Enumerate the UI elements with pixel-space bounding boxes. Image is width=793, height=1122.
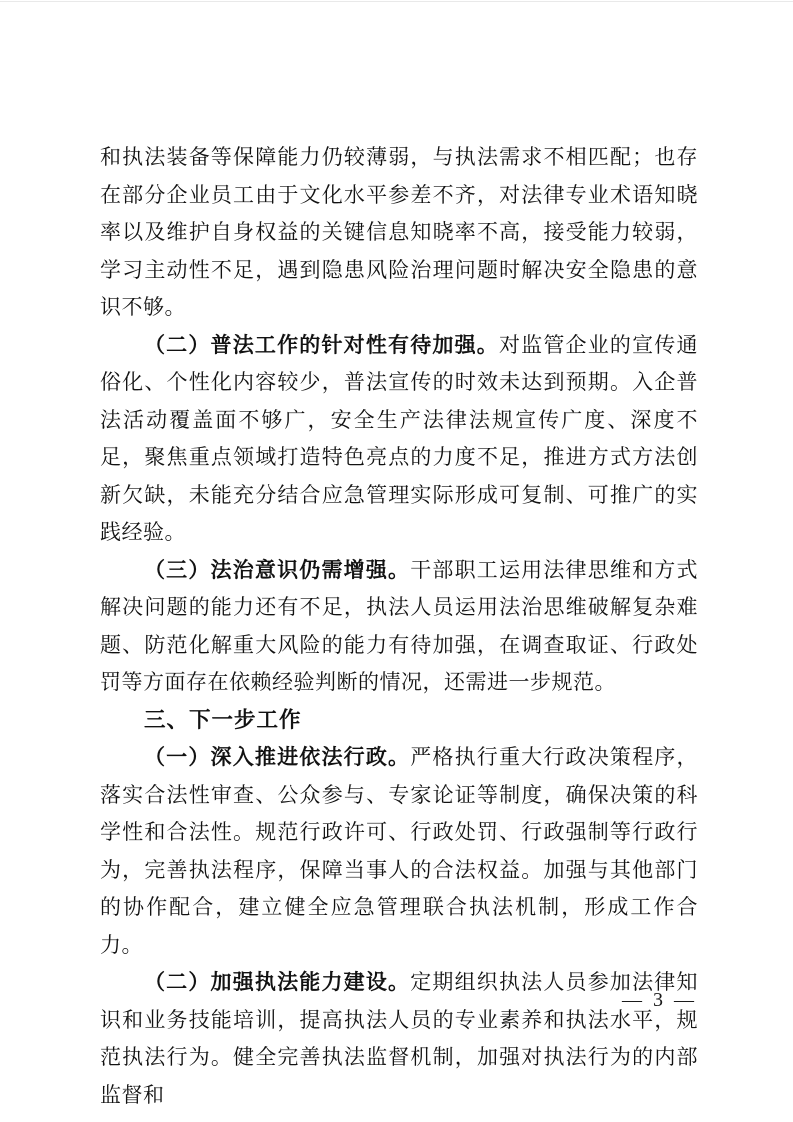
- page-number: — 3 —: [622, 989, 697, 1011]
- paragraph-continuation: [100, 139, 698, 327]
- paragraph-text: 和执法装备等保障能力仍较薄弱，与执法需求不相匹配；也存在部分企业员工由于文化水平参差不齐，对法律专业术语知晓率以及维护自身权益的关键信息知晓率不高，接受能力较弱，学习主动性不足，遇到隐患风险治理问题时解决安全隐患的意识不够。: [100, 145, 698, 319]
- paragraph-lead: （二）普法工作的针对性有待加强。: [144, 332, 499, 357]
- paragraph-lead: （一）深入推进依法行政。: [144, 745, 411, 769]
- paragraph: [100, 739, 698, 964]
- paragraph-text: 对监管企业的宣传通俗化、个性化内容较少，普法宣传的时效未达到预期。入企普法活动覆盖面不够广，安全生产法律法规宣传广度、深度不足，聚焦重点领域打造特色亮点的力度不足，推进方式方法创新欠缺，未能充分结合应急管理实际形成可复制、可推广的实践经验。: [100, 332, 698, 544]
- scan-artifact-line: [0, 1, 793, 2]
- paragraph-text: 干部职工运用法律思维和方式解决问题的能力还有不足，执法人员运用法治思维破解复杂难题、防范化解重大风险的能力有待加强，在调查取证、行政处罚等方面存在依赖经验判断的情况，还需进一步规范。: [100, 557, 698, 694]
- paragraph-lead: （二）加强执法能力建设。: [144, 970, 411, 994]
- paragraph-text: 定期组织执法人员参加法律知识和业务技能培训，提高执法人员的专业素养和执法水平，规范执法行为。健全完善执法监督机制，加强对执法行为的内部监督和: [100, 970, 698, 1107]
- page-body: [100, 139, 698, 1114]
- paragraph-text: 严格执行重大行政决策程序，落实合法性审查、公众参与、专家论证等制度，确保决策的科学性和合法性。规范行政许可、行政处罚、行政强制等行政行为，完善执法程序，保障当事人的合法权益。加强与其他部门的协作配合，建立健全应急管理联合执法机制，形成工作合力。: [100, 745, 698, 957]
- paragraph-lead: （三）法治意识仍需增强。: [144, 557, 411, 582]
- paragraph: [100, 327, 698, 552]
- paragraph: [100, 964, 698, 1114]
- section-heading: 三、下一步工作: [144, 707, 302, 732]
- paragraph: [100, 552, 698, 702]
